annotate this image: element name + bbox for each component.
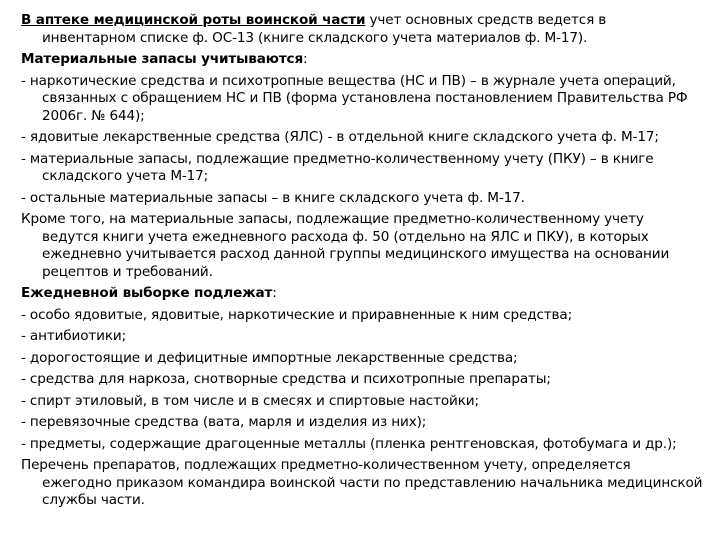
list-item-anesthesia	[21, 371, 703, 389]
paragraph-lead-heading: Материальные запасы учитываются	[21, 51, 304, 67]
paragraph-text: - антибиотики;	[21, 328, 127, 344]
list-item-expensive-imports	[21, 350, 703, 368]
paragraph-daily-expense-books	[21, 211, 703, 281]
paragraph-text: - спирт этиловый, в том числе и в смесях и спиртовые настойки;	[21, 392, 479, 409]
list-item-ethyl-alcohol	[21, 393, 703, 411]
paragraph-text: - ядовитые лекарственные средства (ЯЛС) - в отдельной книге складского учета ф. М-17;	[21, 129, 659, 145]
paragraph-text: - дорогостоящие и дефицитные импортные лекарственные средства;	[21, 349, 518, 366]
paragraph-text: - средства для наркоза, снотворные средства и психотропные препараты;	[21, 371, 551, 387]
paragraph-text: :	[303, 51, 308, 67]
paragraph-text: Кроме того, на материальные запасы, подлежащие предметно-количественному учету ведутся книги учета ежедневного расхода ф. 50 (отдельно на ЯЛС и ПКУ), в которых ежедневно учитывается расход данной группы медицинского имущества на основании рецептов и требований.	[21, 211, 670, 280]
paragraph-text: :	[272, 285, 277, 301]
paragraph-text: - предметы, содержащие драгоценные металлы (пленка рентгеновская, фотобумага и др.);	[21, 435, 677, 452]
document-body	[21, 12, 703, 510]
section-heading-materials	[21, 51, 703, 69]
paragraph-lead-heading: Ежедневной выборке подлежат	[21, 285, 273, 301]
list-item-toxic-narcotic	[21, 307, 703, 325]
paragraph-text: - наркотические средства и психотропные вещества (НС и ПВ) – в журнале учета операций, связанных с обращением НС и ПВ (форма установлена постановлением Правительства РФ 2006г. № 644);	[21, 72, 688, 124]
list-item-other-materials	[21, 190, 703, 208]
paragraph-text: учет основных средств ведется в инвентарном списке ф. ОС-13 (книге складского учета материалов ф. М-17).	[42, 12, 607, 46]
list-item-precious-metals	[21, 436, 703, 454]
paragraph-text: - особо ядовитые, ядовитые, наркотические и приравненные к ним средства;	[21, 306, 573, 323]
paragraph-text: - перевязочные средства (вата, марля и изделия из них);	[21, 414, 427, 430]
section-heading-daily-selection	[21, 285, 703, 303]
paragraph-lead-heading: В аптеке медицинской роты воинской части	[21, 12, 366, 28]
paragraph-pharmacy-accounting	[21, 12, 703, 47]
list-item-narcotics	[21, 73, 703, 126]
list-item-poisonous	[21, 129, 703, 147]
paragraph-text: Перечень препаратов, подлежащих предметно-количественном учету, определяется ежегодно приказом командира воинской части по представлению начальника медицинской службы части.	[21, 457, 703, 508]
list-item-pku	[21, 151, 703, 186]
list-item-antibiotics	[21, 328, 703, 346]
paragraph-annual-list	[21, 457, 703, 510]
paragraph-text: - остальные материальные запасы – в книге складского учета ф. М-17.	[21, 189, 525, 206]
paragraph-text: - материальные запасы, подлежащие предметно-количественному учету (ПКУ) – в книге складского учета М-17;	[21, 150, 654, 184]
list-item-dressings	[21, 414, 703, 432]
